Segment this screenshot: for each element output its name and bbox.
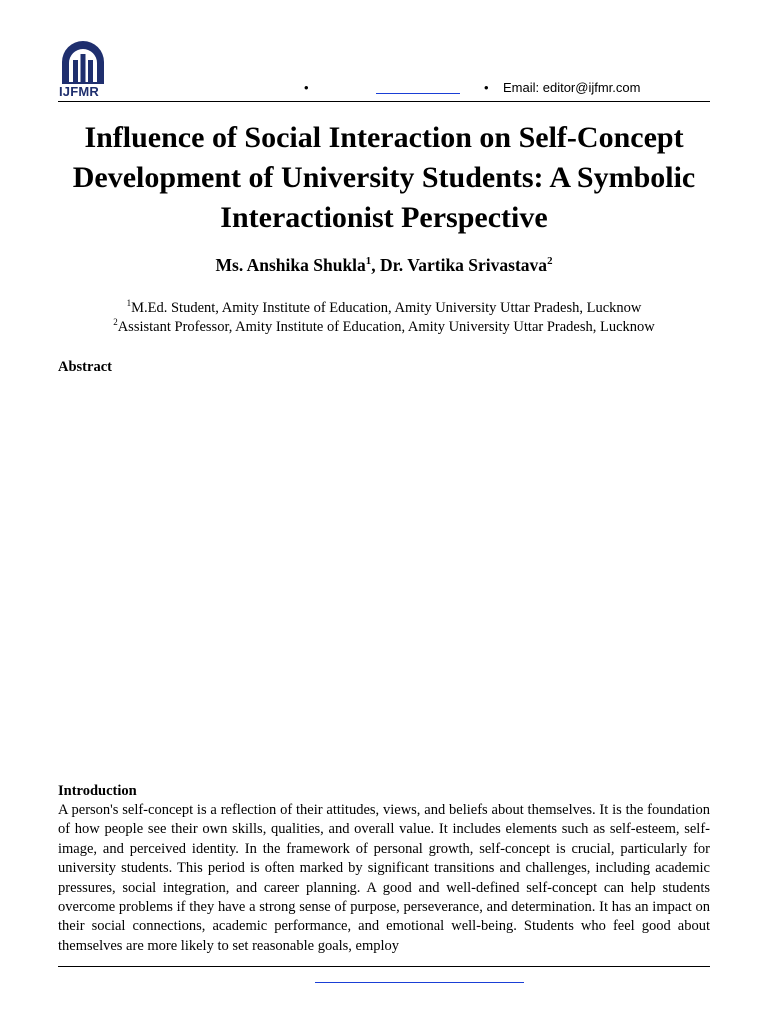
author-affil-marker: 1	[365, 255, 372, 268]
author-affil-marker: 2	[547, 255, 553, 268]
introduction-paragraph: A person's self-concept is a reflection of their attitudes, views, and beliefs about themselves. It is the foundation of how people see their own skills, qualities, and overall value. It includes elements such as self-esteem, self-image, and perceived identity. In the framework of personal growth, self-concept is crucial, particularly for university students. This period is often marked by significant transitions and challenges, including academic pressures, social integration, and career planning. A good and well-defined self-concept can help students overcome problems if they have a strong sense of purpose, perseverance, and determination. It has an impact on their social connections, academic performance, and emotional well-being. Students who feel good about themselves are more likely to set reasonable goals, employ	[58, 802, 710, 954]
abstract-heading: Abstract	[58, 359, 112, 375]
footer-link[interactable]	[315, 982, 524, 983]
author-name: Dr. Vartika Srivastava	[379, 255, 548, 275]
header-bullet: •	[304, 80, 309, 95]
affiliation-text: Assistant Professor, Amity Institute of Education, Amity University Uttar Pradesh, Lucknow	[117, 319, 655, 335]
affiliation-line	[40, 318, 728, 337]
affiliations	[40, 299, 728, 337]
header-email[interactable]: Email: editor@ijfmr.com	[503, 80, 641, 95]
paper-title: Influence of Social Interaction on Self-Concept Development of University Students: A Symbolic Interactionist Perspective	[72, 121, 696, 234]
affiliation-marker: 2	[113, 317, 118, 328]
affiliation-text: M.Ed. Student, Amity Institute of Education, Amity University Uttar Pradesh, Lucknow	[131, 300, 642, 316]
author-separator: ,	[371, 255, 380, 275]
affiliation-line	[40, 299, 728, 318]
author-line	[40, 255, 728, 276]
footer-divider	[58, 966, 710, 967]
header-bullet: •	[484, 80, 489, 95]
page-header	[0, 0, 768, 104]
logo-wordmark: IJFMR	[59, 84, 99, 99]
header-divider	[58, 101, 710, 102]
author-name: Ms. Anshika Shukla	[215, 255, 366, 275]
header-website-link[interactable]	[376, 93, 460, 94]
introduction-heading: Introduction	[58, 783, 137, 799]
affiliation-marker: 1	[126, 298, 132, 309]
